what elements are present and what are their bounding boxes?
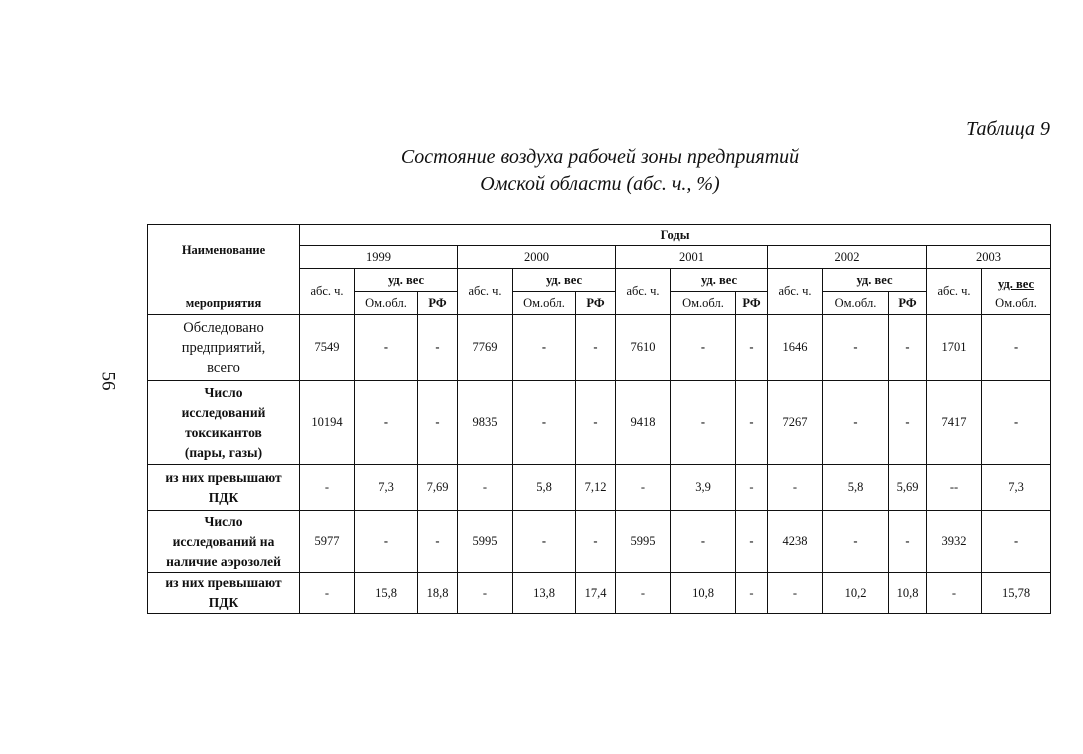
table-cell: 5,8 (513, 465, 576, 511)
table-cell: 1646 (768, 315, 823, 381)
row-label-line: исследований на (172, 533, 275, 549)
row-label-line: ПДК (208, 489, 239, 505)
table-cell: - (823, 315, 889, 381)
table-cell: - (736, 315, 768, 381)
table-row (148, 381, 1051, 465)
table-row (148, 573, 1051, 614)
year-2003: 2003 (927, 246, 1051, 269)
row-label-line: Обследовано (183, 319, 264, 336)
table-cell: 5,8 (823, 465, 889, 511)
om-obl-header: Ом.обл. (355, 292, 418, 315)
table-cell: - (576, 511, 616, 573)
table-cell: 5995 (458, 511, 513, 573)
abs-header: абс. ч. (616, 269, 671, 315)
table-cell: 7769 (458, 315, 513, 381)
rf-header: РФ (889, 292, 927, 315)
table-cell: -- (927, 465, 982, 511)
table-cell: 5995 (616, 511, 671, 573)
table-cell: - (355, 511, 418, 573)
table-cell: - (982, 381, 1051, 465)
row-label-line: всего (207, 359, 240, 376)
row-label (148, 381, 300, 465)
table-cell: - (418, 381, 458, 465)
table-cell: 17,4 (576, 573, 616, 614)
rf-header: РФ (418, 292, 458, 315)
ud-ves-header: уд. вес (671, 269, 768, 292)
table-cell: 3,9 (671, 465, 736, 511)
table-cell: - (616, 465, 671, 511)
row-label (148, 465, 300, 511)
abs-header: абс. ч. (768, 269, 823, 315)
table-cell: - (889, 315, 927, 381)
header-name-cell (148, 225, 300, 315)
table-cell: - (889, 511, 927, 573)
table-cell: - (576, 315, 616, 381)
year-1999: 1999 (300, 246, 458, 269)
om-obl-label: Ом.обл. (995, 296, 1037, 310)
table-cell: 5,69 (889, 465, 927, 511)
table-cell: 10,2 (823, 573, 889, 614)
data-table (147, 224, 1051, 614)
table-cell: 1701 (927, 315, 982, 381)
table-cell: - (671, 511, 736, 573)
table-cell: 9835 (458, 381, 513, 465)
table-title (290, 144, 910, 198)
table-cell: - (418, 315, 458, 381)
row-label-line: Число (204, 384, 243, 400)
table-cell: - (736, 465, 768, 511)
table-cell: - (458, 465, 513, 511)
table-cell: 15,78 (982, 573, 1051, 614)
table-cell: 10194 (300, 381, 355, 465)
table-cell: 10,8 (889, 573, 927, 614)
ud-ves-label: уд. вес (998, 277, 1035, 291)
table-cell: - (889, 381, 927, 465)
table-cell: 10,8 (671, 573, 736, 614)
year-2000: 2000 (458, 246, 616, 269)
table-label: Таблица 9 (966, 118, 1050, 140)
table-cell: 5977 (300, 511, 355, 573)
table-cell: - (768, 573, 823, 614)
table-cell: - (823, 381, 889, 465)
ud-ves-header: уд. вес (355, 269, 458, 292)
ud-ves-header: уд. вес (823, 269, 927, 292)
table-cell: 7,3 (982, 465, 1051, 511)
table-cell: 7549 (300, 315, 355, 381)
table-cell: - (616, 573, 671, 614)
table-cell: - (513, 315, 576, 381)
row-label-line: из них превышают (165, 469, 282, 485)
table-cell: 7417 (927, 381, 982, 465)
table-cell: - (513, 511, 576, 573)
table-row (148, 465, 1051, 511)
table-cell: - (823, 511, 889, 573)
ud-ves-header: уд. вес (513, 269, 616, 292)
abs-header: абс. ч. (927, 269, 982, 315)
om-obl-header: Ом.обл. (513, 292, 576, 315)
table-cell: - (458, 573, 513, 614)
row-label (148, 573, 300, 614)
header-name-line-2: мероприятия (185, 295, 262, 310)
table-cell: - (982, 511, 1051, 573)
row-label-line: Число (204, 513, 243, 529)
table-cell: - (355, 381, 418, 465)
table-cell: - (768, 465, 823, 511)
rf-header: РФ (576, 292, 616, 315)
year-2001: 2001 (616, 246, 768, 269)
abs-header: абс. ч. (300, 269, 355, 315)
table-cell: - (418, 511, 458, 573)
data-rows (148, 315, 1051, 614)
table-cell: - (671, 315, 736, 381)
row-label-line: ПДК (208, 595, 239, 610)
table-cell: 3932 (927, 511, 982, 573)
table-cell: 7,69 (418, 465, 458, 511)
row-label-line: (пары, газы) (184, 444, 263, 460)
row-label-line: исследований (181, 404, 266, 420)
page-number: 56 (97, 371, 119, 391)
table-cell: 7,12 (576, 465, 616, 511)
year-2002: 2002 (768, 246, 927, 269)
title-line-1: Состояние воздуха рабочей зоны предприятий (400, 146, 800, 168)
table-cell: 7267 (768, 381, 823, 465)
om-obl-header: Ом.обл. (823, 292, 889, 315)
table-cell: - (982, 315, 1051, 381)
row-label-line: токсикантов (185, 424, 262, 440)
table-cell: - (300, 465, 355, 511)
table-cell: - (355, 315, 418, 381)
table-cell: - (576, 381, 616, 465)
table-cell: - (300, 573, 355, 614)
table-cell: 4238 (768, 511, 823, 573)
table-cell: - (736, 381, 768, 465)
table-cell: 18,8 (418, 573, 458, 614)
title-line-2: Омской области (абс. ч., %) (480, 173, 720, 195)
table-row (148, 315, 1051, 381)
table-cell: - (736, 511, 768, 573)
row-label-line: из них превышают (165, 575, 282, 590)
table-cell: - (671, 381, 736, 465)
table-cell: 9418 (616, 381, 671, 465)
table-cell: 13,8 (513, 573, 576, 614)
table-row (148, 511, 1051, 573)
row-label (148, 315, 300, 381)
table-cell: 7610 (616, 315, 671, 381)
rf-header: РФ (736, 292, 768, 315)
row-label-line: наличие аэрозолей (166, 553, 281, 569)
table-cell: - (927, 573, 982, 614)
row-label (148, 511, 300, 573)
abs-header: абс. ч. (458, 269, 513, 315)
table-cell: 15,8 (355, 573, 418, 614)
table-cell: 7,3 (355, 465, 418, 511)
row-label-line: предприятий, (181, 339, 266, 356)
ud-ves-header-2003 (982, 269, 1051, 315)
table-cell: - (513, 381, 576, 465)
header-years: Годы (300, 225, 1051, 246)
header-name-line-1: Наименование (181, 242, 266, 257)
table-cell: - (736, 573, 768, 614)
om-obl-header: Ом.обл. (671, 292, 736, 315)
